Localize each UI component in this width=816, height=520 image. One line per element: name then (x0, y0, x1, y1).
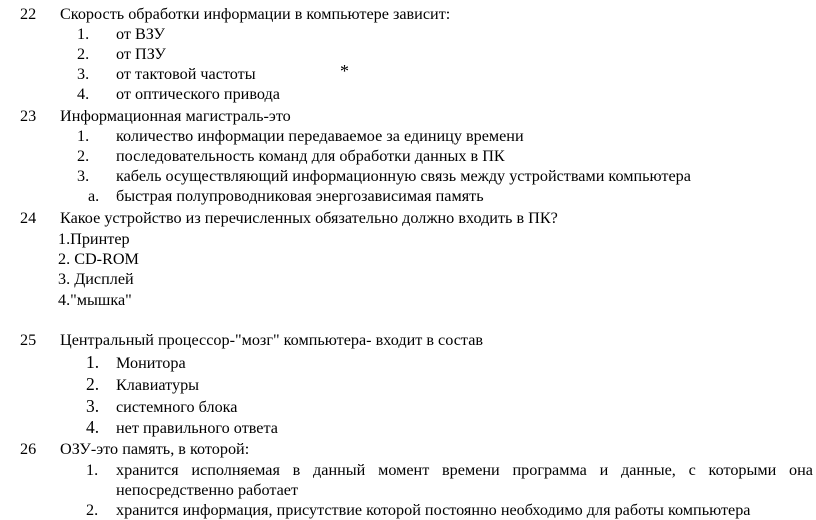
question-text: ОЗУ-это память, в которой: (60, 440, 250, 458)
answer-mark: * (340, 61, 349, 81)
option-marker: 4. (77, 85, 90, 103)
option-marker: 3. (86, 396, 100, 416)
option-text: Клавиатуры (116, 376, 200, 394)
option-marker: 2. (77, 147, 90, 165)
option-text: кабель осуществляющий информационную связь между устройствами компьютера (116, 167, 691, 185)
option-text: хранится информация, присутствие которой постоянно необходимо для работы компьютера (116, 501, 751, 519)
option-marker: 3. (77, 167, 90, 185)
option-text: количество информации передаваемое за единицу времени (116, 127, 524, 145)
option-text: Монитора (116, 354, 186, 372)
option-text: от тактовой частоты (116, 65, 256, 83)
option-text: системного блока (116, 398, 238, 416)
question-number: 22 (20, 5, 37, 23)
option-marker: 1. (86, 461, 99, 479)
question-text: Скорость обработки информации в компьютере зависит: (60, 5, 451, 23)
question-number: 24 (20, 209, 37, 227)
question-number: 23 (20, 107, 37, 125)
option-text: последовательность команд для обработки данных в ПК (116, 147, 505, 165)
question-text: Какое устройство из перечисленных обязательно должно входить в ПК? (60, 209, 558, 227)
option-marker: 2. (77, 45, 90, 63)
option-text: 3. Дисплей (58, 270, 134, 288)
option-marker: 4. (86, 417, 100, 437)
question-number: 26 (20, 440, 37, 458)
option-text: от ВЗУ (116, 25, 165, 43)
option-marker: 1. (77, 25, 90, 43)
option-marker: 1. (86, 352, 100, 372)
option-text: 1.Принтер (58, 230, 130, 248)
option-marker: a. (88, 187, 100, 205)
option-text: непосредственно работает (116, 481, 299, 499)
option-text: 2. CD-ROM (58, 250, 139, 268)
option-text: от оптического привода (116, 85, 280, 103)
question-number: 25 (20, 331, 37, 349)
option-text: от ПЗУ (116, 45, 166, 63)
option-marker: 3. (77, 65, 90, 83)
question-text: Информационная магистраль-это (60, 107, 291, 125)
option-text: хранится исполняемая в данный момент времени программа и данные, с которыми она (116, 461, 813, 479)
option-marker: 2. (86, 374, 100, 394)
option-text: быстрая полупроводниковая энергозависимая память (116, 187, 484, 205)
option-text: нет правильного ответа (116, 419, 278, 437)
question-text: Центральный процессор-"мозг" компьютера- входит в состав (60, 331, 484, 349)
option-marker: 2. (86, 501, 99, 519)
option-marker: 1. (77, 127, 90, 145)
option-text: 4."мышка" (58, 291, 132, 309)
